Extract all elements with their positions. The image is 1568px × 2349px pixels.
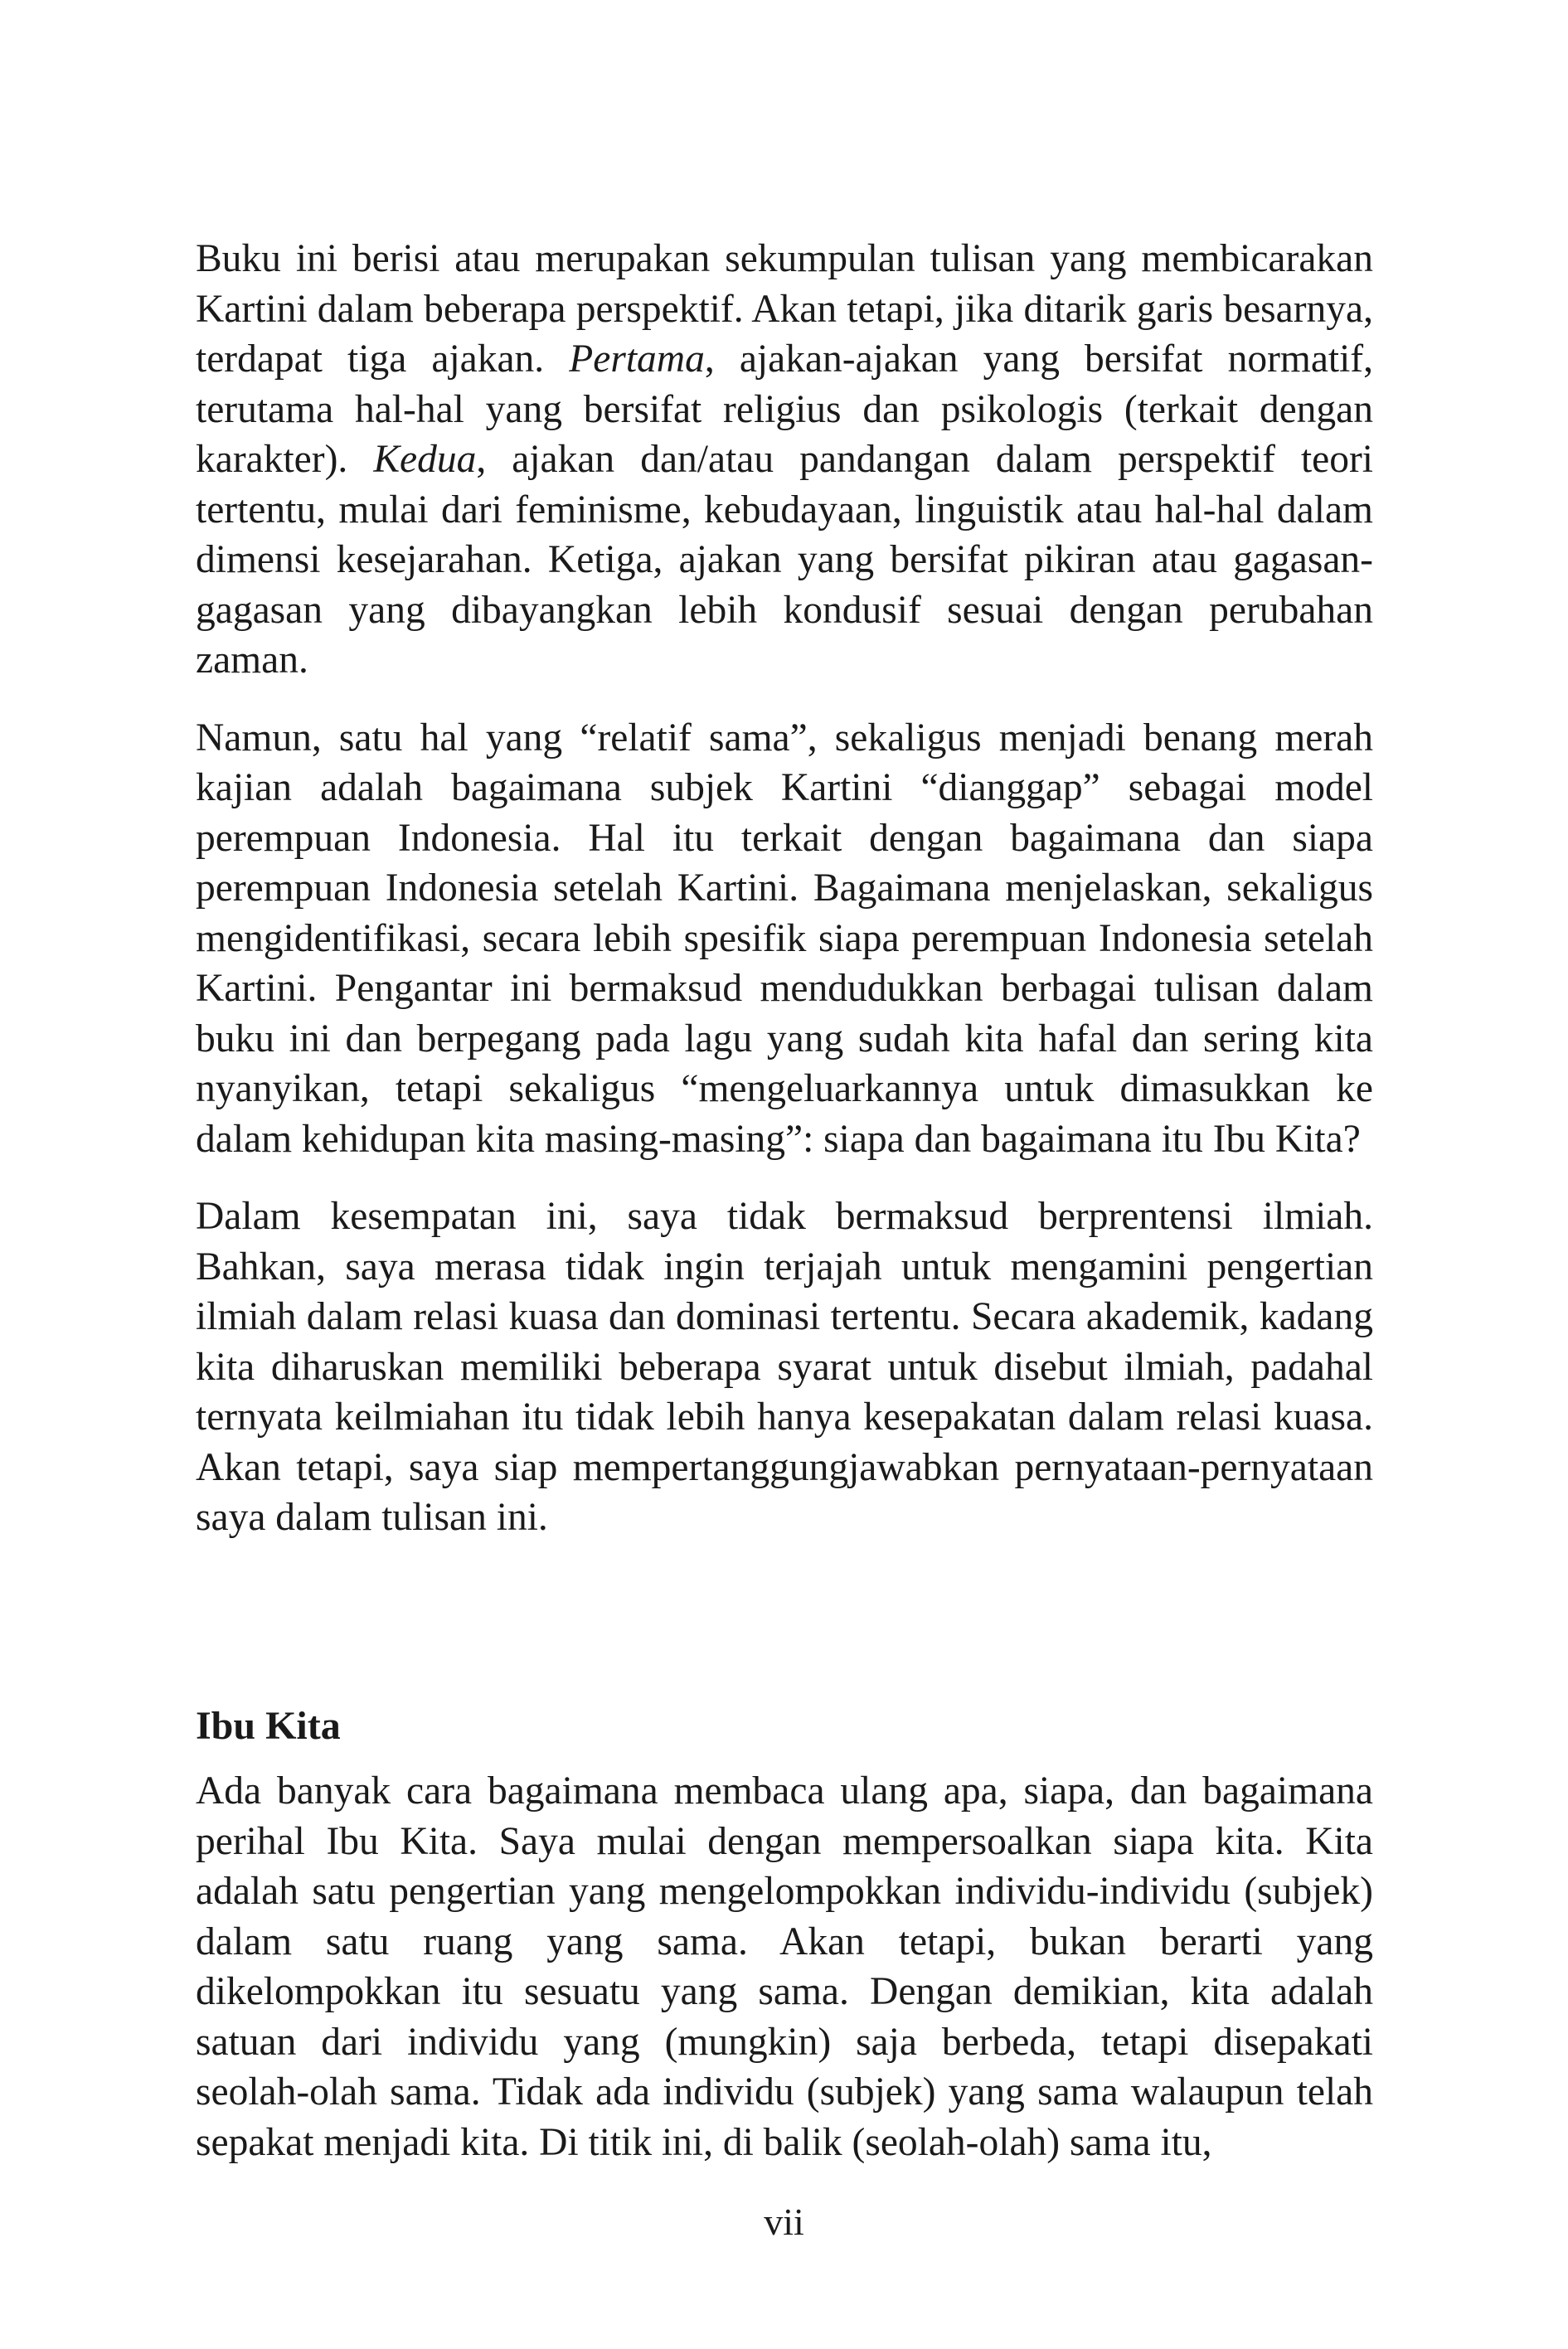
paragraph-1-text-c: , ajakan dan/atau pandangan dalam perspektif teori tertentu, mulai dari feminisme, kebudayaan, linguistik atau hal-hal dalam dimensi kesejarahan. Ketiga, ajakan yang bersifat pikiran atau gagasan-gagasan yang dibayangkan lebih kondusif sesuai dengan perubahan zaman.	[196, 438, 1373, 682]
paragraph-1	[196, 234, 1373, 686]
paragraph-2: Namun, satu hal yang “relatif sama”, sekaligus menjadi benang merah kajian adalah bagaimana subjek Kartini “dianggap” sebagai model perempuan Indonesia. Hal itu terkait dengan bagaimana dan siapa perempuan Indonesia setelah Kartini. Bagaimana menjelaskan, sekaligus mengidentifikasi, secara lebih spesifik siapa perempuan Indonesia setelah Kartini. Pengantar ini bermaksud mendudukkan berbagai tulisan dalam buku ini dan berpegang pada lagu yang sudah kita hafal dan sering kita nyanyikan, tetapi sekaligus “mengeluarkannya untuk dimasukkan ke dalam kehidupan kita masing-masing”: siapa dan bagaimana itu Ibu Kita?	[196, 716, 1373, 1161]
paragraph-1-text-a: Buku ini berisi atau merupakan sekumpulan tulisan yang membicarakan Kartini dalam beberapa perspektif. Akan tetapi, jika ditarik garis besarnya, terdapat tiga ajakan.	[196, 237, 1373, 381]
emphasis-kedua: Kedua	[373, 438, 477, 481]
emphasis-pertama: Pertama	[569, 337, 705, 381]
page-number: vii	[764, 2201, 804, 2243]
page-body	[196, 234, 1374, 2164]
paragraph-3: Dalam kesempatan ini, saya tidak bermaksud berprentensi ilmiah. Bahkan, saya merasa tidak ingin terjajah untuk mengamini pengertian ilmiah dalam relasi kuasa dan dominasi tertentu. Secara akademik, kadang kita diharuskan memiliki beberapa syarat untuk disebut ilmiah, padahal ternyata keilmiahan itu tidak lebih hanya kesepakatan dalam relasi kuasa. Akan tetapi, saya siap mempertanggungjawabkan pernyataan-pernyataan saya dalam tulisan ini.	[196, 1195, 1373, 1539]
paragraph-1-text-b: , ajakan-ajakan yang bersifat normatif, terutama hal-hal yang bersifat religius dan psikologis (terkait dengan karakter).	[196, 337, 1374, 481]
section-heading: Ibu Kita	[196, 1704, 341, 1748]
section-paragraph: Ada banyak cara bagaimana membaca ulang apa, siapa, dan bagaimana perihal Ibu Kita. Saya mulai dengan mempersoalkan siapa kita. Kita adalah satu pengertian yang mengelompokkan individu-individu (subjek) dalam satu ruang yang sama. Akan tetapi, bukan berarti yang dikelompokkan itu sesuatu yang sama. Dengan demikian, kita adalah satuan dari individu yang (mungkin) saja berbeda, tetapi disepakati seolah-olah sama. Tidak ada individu (subjek) yang sama walaupun telah sepakat menjadi kita. Di titik ini, di balik (seolah-olah) sama itu,	[196, 1769, 1373, 2164]
